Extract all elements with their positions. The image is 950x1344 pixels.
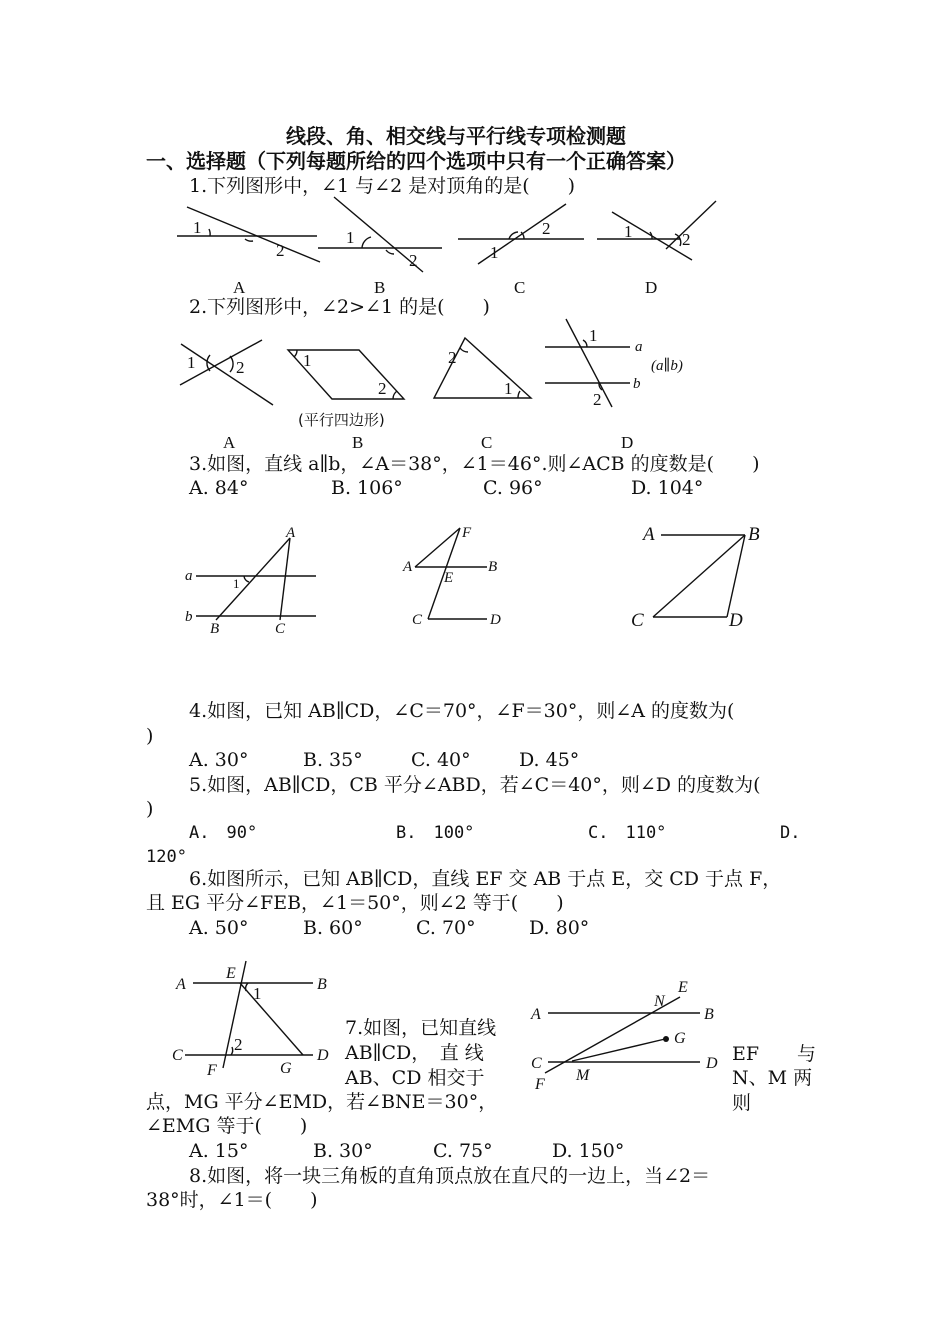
question-6-text-2: 且 EG 平分∠FEB，∠1＝50°，则∠2 等于( ) [146, 892, 564, 914]
fig-label: C [412, 612, 423, 628]
fig-label: 1 [346, 228, 355, 247]
q2-option-a-label: A [223, 433, 236, 452]
fig-label: E [226, 965, 236, 982]
fig-label: 2 [682, 230, 691, 249]
q5-option-b: B. 100° [396, 823, 475, 843]
fig-label: 2 [542, 219, 551, 238]
q6-option-b: B. 60° [303, 917, 363, 939]
question-4-text: 4.如图，已知 AB∥CD，∠C＝70°，∠F＝30°，则∠A 的度数为( [189, 700, 735, 722]
q6-option-c: C. 70° [416, 917, 476, 939]
q2-option-d-label: D [621, 433, 634, 452]
fig-label: 2 [236, 358, 245, 377]
question-2-text: 2.下列图形中，∠2>∠1 的是( ) [189, 296, 490, 318]
q1-option-d-label: D [645, 278, 658, 297]
q2-option-b-label: B [352, 433, 364, 452]
fig-label: C [531, 1055, 542, 1072]
q6-option-a: A. 50° [189, 917, 249, 939]
question-7-text-r1: EF 与 [732, 1043, 817, 1065]
fig-label: E [678, 979, 688, 996]
fig-label: G [280, 1060, 292, 1077]
q2-option-c-label: C [481, 433, 493, 452]
fig-label: F [535, 1076, 545, 1093]
fig-label: 1 [490, 243, 499, 262]
q5-option-d: D. [780, 823, 801, 843]
fig-label: B [704, 1006, 714, 1023]
fig-label: b [633, 376, 641, 392]
question-8-text: 8.如图，将一块三角板的直角顶点放在直尺的一边上，当∠2＝ [189, 1165, 711, 1187]
fig-label: D [490, 612, 501, 628]
question-7-text-a: 7.如图，已知直线 [345, 1017, 497, 1039]
fig-label: D [729, 610, 743, 631]
question-7-text-d: 点，MG 平分∠EMD，若∠BNE＝30°， [146, 1091, 498, 1113]
fig-label: 1 [193, 218, 202, 237]
fig-label: A [403, 559, 413, 575]
fig-label: 1 [303, 351, 312, 370]
question-7-text-e: ∠EMG 等于( ) [146, 1115, 308, 1137]
q3-option-d: D. 104° [631, 477, 704, 499]
fig-label: 1 [589, 326, 598, 345]
q6-option-d: D. 80° [529, 917, 590, 939]
q5-option-d-wrap: 120° [146, 847, 187, 867]
page-title: 线段、角、相交线与平行线专项检测题 [286, 124, 626, 148]
fig-note: (a∥b) [651, 358, 683, 374]
question-7-text-c: AB、CD 相交于 [345, 1067, 485, 1089]
fig-label: B [748, 524, 760, 545]
q4-option-a: A. 30° [189, 749, 249, 771]
fig-label: 1 [504, 379, 513, 398]
fig-label: a [185, 568, 193, 584]
fig-label: 2 [234, 1035, 243, 1054]
q7-option-c: C. 75° [433, 1140, 493, 1162]
q4-option-c: C. 40° [411, 749, 471, 771]
fig-label: F [462, 525, 472, 541]
fig-label: B [317, 976, 327, 993]
section-heading: 一、选择题（下列每题所给的四个选项中只有一个正确答案） [146, 149, 686, 173]
question-4-text-wrap: ) [146, 725, 154, 747]
q5-option-a: A. 90° [189, 823, 258, 843]
fig-label: A [176, 976, 186, 993]
fig-label: B [488, 559, 498, 575]
q4-option-b: B. 35° [303, 749, 363, 771]
question-5-text: 5.如图，AB∥CD，CB 平分∠ABD，若∠C＝40°，则∠D 的度数为( [189, 774, 761, 796]
fig-label: E [444, 570, 454, 586]
q3-option-a: A. 84° [189, 477, 249, 499]
q7-option-d: D. 150° [552, 1140, 625, 1162]
q1-option-b-label: B [374, 278, 386, 297]
fig-label: C [172, 1047, 183, 1064]
fig-label: F [207, 1062, 217, 1079]
fig-note: (平行四边形) [298, 411, 385, 429]
fig-label: A [531, 1006, 541, 1023]
fig-label: C [275, 621, 286, 637]
fig-label: b [185, 609, 193, 625]
fig-label: 1 [624, 222, 633, 241]
fig-label: N [654, 993, 665, 1010]
fig-label: D [706, 1055, 718, 1072]
fig-label: 1 [233, 576, 240, 591]
question-6-text: 6.如图所示，已知 AB∥CD，直线 EF 交 AB 于点 E，交 CD 于点 F， [189, 868, 782, 890]
fig-label: 1 [187, 353, 196, 372]
fig-label: G [674, 1030, 686, 1047]
fig-label: a [635, 339, 643, 355]
q7-option-b: B. 30° [313, 1140, 373, 1162]
fig-label: M [576, 1067, 590, 1084]
q3-option-c: C. 96° [483, 477, 543, 499]
question-3-text: 3.如图，直线 a∥b，∠A＝38°，∠1＝46°.则∠ACB 的度数是( ) [189, 453, 760, 475]
fig-label: C [631, 610, 644, 631]
question-7-text-b: AB∥CD， 直 线 [345, 1042, 484, 1064]
fig-label: 2 [378, 379, 387, 398]
question-8-text-2: 38°时，∠1＝( ) [146, 1189, 318, 1211]
fig-label: 2 [409, 251, 418, 270]
fig-label: A [643, 524, 655, 545]
fig-label: 2 [276, 241, 285, 260]
fig-label: A [286, 525, 296, 541]
fig-label: 2 [593, 390, 602, 409]
question-5-text-wrap: ) [146, 798, 154, 820]
question-7-text-r3: 则 [732, 1092, 752, 1114]
fig-label: 2 [448, 348, 457, 367]
point-g-dot [663, 1036, 669, 1042]
q4-option-d: D. 45° [519, 749, 580, 771]
q1-option-c-label: C [514, 278, 526, 297]
fig-label: D [317, 1047, 329, 1064]
question-1-text: 1.下列图形中，∠1 与∠2 是对顶角的是( ) [189, 175, 576, 197]
fig-label: B [210, 621, 220, 637]
q7-option-a: A. 15° [189, 1140, 249, 1162]
question-7-text-r2: N、M 两 [732, 1067, 813, 1089]
fig-label: 1 [253, 984, 262, 1003]
q3-option-b: B. 106° [331, 477, 403, 499]
q5-option-c: C. 110° [588, 823, 667, 843]
q1-option-a-label: A [233, 278, 246, 297]
